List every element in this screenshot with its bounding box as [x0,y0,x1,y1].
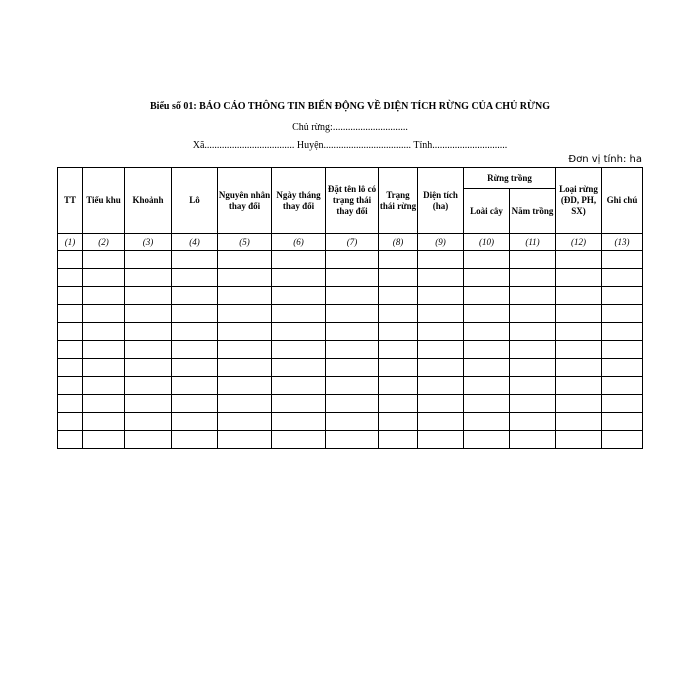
empty-cell [510,323,556,341]
empty-cell [326,377,379,395]
table-row [58,395,643,413]
empty-cell [418,305,464,323]
empty-cell [556,431,602,449]
empty-cell [510,395,556,413]
empty-cell [272,431,326,449]
empty-cell [464,377,510,395]
empty-cell [125,413,172,431]
empty-cell [58,323,83,341]
empty-cell [58,431,83,449]
empty-cell [218,359,272,377]
column-number: (8) [379,234,418,251]
empty-cell [464,413,510,431]
empty-cell [172,377,218,395]
empty-cell [379,413,418,431]
header-nam-trong: Năm trồng [510,189,556,234]
empty-cell [418,323,464,341]
header-loai-rung: Loại rừng (ĐD, PH, SX) [556,168,602,234]
empty-cell [218,269,272,287]
empty-cell [172,305,218,323]
table-row [58,305,643,323]
empty-cell [464,341,510,359]
empty-cell [418,287,464,305]
empty-cell [125,305,172,323]
empty-cell [510,431,556,449]
empty-cell [326,251,379,269]
empty-cell [326,269,379,287]
header-dien-tich: Diện tích (ha) [418,168,464,234]
empty-cell [464,323,510,341]
forest-owner-line: Chủ rừng:.............................. [292,122,408,133]
empty-cell [272,305,326,323]
empty-cell [83,323,125,341]
table-row [58,431,643,449]
empty-cell [510,287,556,305]
empty-cell [602,305,643,323]
empty-cell [326,305,379,323]
empty-cell [172,431,218,449]
empty-cell [125,287,172,305]
empty-cell [464,359,510,377]
empty-cell [58,359,83,377]
header-ngay-thang: Ngày tháng thay đổi [272,168,326,234]
empty-cell [418,269,464,287]
column-number: (12) [556,234,602,251]
empty-cell [379,377,418,395]
empty-cell [272,251,326,269]
empty-cell [172,359,218,377]
empty-cell [272,323,326,341]
empty-cell [326,431,379,449]
empty-cell [418,341,464,359]
empty-cell [379,323,418,341]
empty-cell [326,413,379,431]
empty-cell [218,431,272,449]
column-number: (10) [464,234,510,251]
column-number: (6) [272,234,326,251]
column-number: (4) [172,234,218,251]
table-row [58,251,643,269]
empty-cell [379,341,418,359]
table-row [58,359,643,377]
empty-cell [218,377,272,395]
empty-cell [464,269,510,287]
empty-cell [83,251,125,269]
empty-cell [272,395,326,413]
empty-cell [602,359,643,377]
empty-cell [83,269,125,287]
empty-cell [326,323,379,341]
header-khoanh: Khoảnh [125,168,172,234]
header-lo: Lô [172,168,218,234]
empty-cell [83,395,125,413]
header-rung-trong: Rừng trồng [464,168,556,189]
empty-cell [172,269,218,287]
empty-cell [58,413,83,431]
column-number: (5) [218,234,272,251]
empty-cell [272,377,326,395]
empty-cell [464,431,510,449]
empty-cell [58,305,83,323]
empty-cell [510,251,556,269]
empty-cell [464,287,510,305]
empty-cell [464,395,510,413]
empty-cell [272,287,326,305]
empty-cell [602,395,643,413]
table-row [58,413,643,431]
empty-cell [218,251,272,269]
empty-cell [218,413,272,431]
empty-cell [218,341,272,359]
empty-cell [326,341,379,359]
empty-cell [83,359,125,377]
table-row [58,341,643,359]
empty-cell [125,377,172,395]
forest-change-table [57,167,643,449]
empty-cell [125,395,172,413]
column-number: (9) [418,234,464,251]
empty-cell [556,359,602,377]
empty-cell [379,269,418,287]
empty-cell [58,269,83,287]
column-number: (13) [602,234,643,251]
empty-cell [556,413,602,431]
empty-cell [510,359,556,377]
empty-cell [602,251,643,269]
empty-cell [418,431,464,449]
empty-cell [272,341,326,359]
empty-cell [510,269,556,287]
empty-cell [172,395,218,413]
header-row-1 [58,168,643,189]
empty-cell [172,287,218,305]
header-tt: TT [58,168,83,234]
empty-cell [218,323,272,341]
empty-cell [602,341,643,359]
column-number: (7) [326,234,379,251]
empty-cell [556,323,602,341]
empty-cell [125,323,172,341]
empty-cell [556,395,602,413]
empty-cell [418,377,464,395]
empty-cell [379,287,418,305]
empty-cell [464,305,510,323]
empty-cell [83,287,125,305]
header-loai-cay: Loài cây [464,189,510,234]
empty-cell [556,341,602,359]
empty-cell [602,287,643,305]
empty-cell [602,413,643,431]
empty-cell [218,287,272,305]
empty-cell [379,431,418,449]
empty-cell [83,377,125,395]
empty-cell [83,431,125,449]
column-number: (2) [83,234,125,251]
empty-cell [418,359,464,377]
header-nguyen-nhan: Nguyên nhân thay đổi [218,168,272,234]
empty-cell [326,287,379,305]
empty-cell [172,251,218,269]
empty-cell [379,359,418,377]
empty-cell [172,341,218,359]
empty-cell [602,377,643,395]
table-row [58,269,643,287]
empty-cell [379,305,418,323]
empty-cell [379,395,418,413]
empty-cell [58,395,83,413]
header-trang-thai: Trạng thái rừng [379,168,418,234]
table-row [58,287,643,305]
empty-cell [602,323,643,341]
empty-cell [125,359,172,377]
empty-cell [556,377,602,395]
table-row [58,377,643,395]
empty-cell [83,341,125,359]
empty-cell [272,269,326,287]
column-number: (11) [510,234,556,251]
empty-cell [556,305,602,323]
empty-cell [379,251,418,269]
empty-cell [172,323,218,341]
empty-cell [83,305,125,323]
header-ghi-chu: Ghi chú [602,168,643,234]
empty-cell [556,269,602,287]
empty-cell [218,395,272,413]
empty-cell [125,341,172,359]
location-line: Xã.................................... Huyện................................... Tỉnh.............................. [192,140,508,151]
empty-cell [125,251,172,269]
empty-cell [58,287,83,305]
empty-cell [602,431,643,449]
empty-cell [510,305,556,323]
empty-cell [556,251,602,269]
column-number-row [58,234,643,251]
form-title: Biểu số 01: BÁO CÁO THÔNG TIN BIẾN ĐỘNG VỀ DIỆN TÍCH RỪNG CỦA CHỦ RỪNG [150,101,550,112]
empty-cell [418,251,464,269]
empty-cell [602,269,643,287]
column-number: (1) [58,234,83,251]
empty-cell [464,251,510,269]
empty-cell [418,413,464,431]
empty-cell [510,341,556,359]
empty-cell [556,287,602,305]
table-row [58,323,643,341]
empty-cell [326,359,379,377]
unit-label: Đơn vị tính: ha [568,154,642,165]
empty-cell [218,305,272,323]
header-tieu-khu: Tiểu khu [83,168,125,234]
empty-cell [326,395,379,413]
header-dat-ten-lo: Đặt tên lô có trạng thái thay đổi [326,168,379,234]
empty-cell [510,413,556,431]
empty-cell [272,359,326,377]
empty-cell [58,377,83,395]
empty-cell [125,269,172,287]
empty-cell [58,251,83,269]
empty-cell [272,413,326,431]
empty-cell [58,341,83,359]
empty-cell [172,413,218,431]
empty-cell [418,395,464,413]
empty-cell [125,431,172,449]
empty-cell [83,413,125,431]
empty-cell [510,377,556,395]
column-number: (3) [125,234,172,251]
